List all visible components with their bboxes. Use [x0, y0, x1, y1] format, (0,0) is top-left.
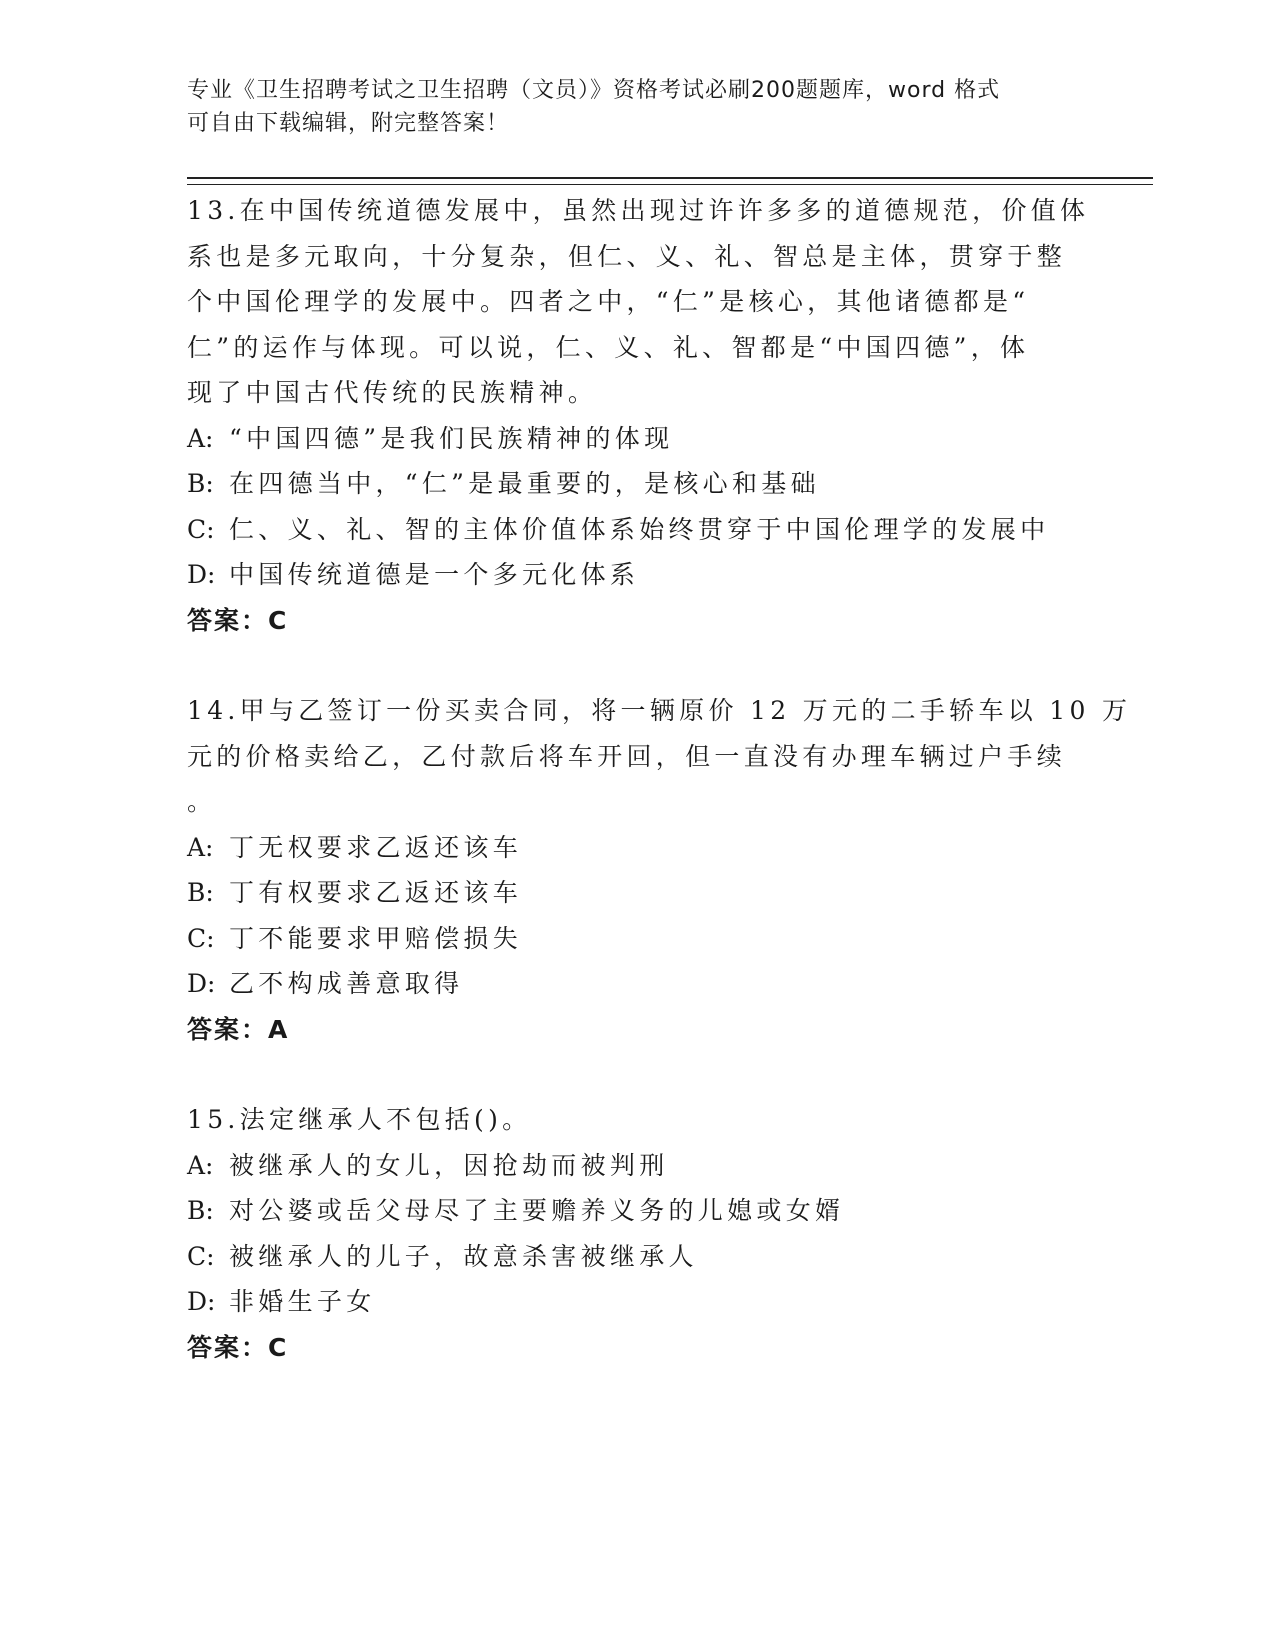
option-key: C:: [187, 1241, 215, 1271]
question-stem-line: 仁”的运作与体现。可以说，仁、义、礼、智都是“中国四德”，体: [187, 332, 1030, 362]
header-title-line-2: 可自由下载编辑，附完整答案！: [187, 111, 510, 136]
question-stem-line: 13.在中国传统道德发展中，虽然出现过许许多多的道德规范，价值体: [187, 196, 1090, 225]
option-key: B:: [187, 878, 214, 907]
option-text: 丁有权要求乙返还该车: [229, 878, 523, 907]
answer-line: 答案：A: [187, 1014, 290, 1044]
question-stem-line: 元的价格卖给乙，乙付款后将车开回，但一直没有办理车辆过户手续: [187, 741, 1067, 771]
question-stem-line: 现了中国古代传统的民族精神。: [187, 378, 598, 407]
option-text: 丁不能要求甲赔偿损失: [229, 923, 523, 953]
option-text: 被继承人的女儿，因抢劫而被判刑: [229, 1150, 669, 1180]
question-list: [187, 188, 1132, 1370]
option-text: 中国传统道德是一个多元化体系: [229, 560, 640, 589]
header-divider: [187, 177, 1153, 185]
question-stem-line: 。: [187, 787, 217, 816]
option-key: D:: [187, 969, 216, 998]
question-stem-line: 15.法定继承人不包括()。: [187, 1105, 532, 1134]
question-stem-line: 系也是多元取向，十分复杂，但仁、义、礼、智总是主体，贯穿于整: [187, 241, 1067, 271]
option-text: 非婚生子女: [229, 1287, 376, 1316]
option-key: A:: [187, 832, 214, 862]
option-text: 对公婆或岳父母尽了主要赡养义务的儿媳或女婿: [229, 1196, 845, 1225]
option-b: [187, 461, 1087, 507]
option-text: 乙不构成善意取得: [229, 969, 464, 998]
option-key: A:: [187, 1150, 214, 1180]
answer-line: 答案：C: [187, 605, 289, 635]
option-key: B:: [187, 1196, 214, 1225]
question-stem-line: 14.甲与乙签订一份买卖合同，将一辆原价 12 万元的二手轿车以 10 万: [187, 696, 1132, 725]
question-14: [187, 688, 1132, 1052]
question-stem-line: 个中国伦理学的发展中。四者之中，“仁”是核心，其他诸德都是“: [187, 287, 1030, 316]
question-13: [187, 188, 1090, 643]
option-d: [187, 552, 1087, 598]
header-title-line-1: 专业《卫生招聘考试之卫生招聘（文员）》资格考试必刷200题题库，word 格式: [187, 78, 1001, 103]
option-key: C:: [187, 923, 215, 953]
option-a: [187, 825, 1087, 871]
option-c: [187, 1234, 1087, 1280]
option-c: [187, 507, 1087, 553]
option-key: D:: [187, 1287, 216, 1316]
option-key: C:: [187, 514, 215, 544]
option-a: [187, 1143, 1087, 1189]
option-a: [187, 416, 1087, 462]
option-b: [187, 1188, 1087, 1234]
option-d: [187, 1279, 1087, 1325]
option-text: “中国四德”是我们民族精神的体现: [229, 423, 674, 453]
option-text: 丁无权要求乙返还该车: [229, 832, 523, 862]
answer-line: 答案：C: [187, 1332, 289, 1362]
option-text: 在四德当中，“仁”是最重要的，是核心和基础: [229, 469, 820, 498]
option-text: 仁、义、礼、智的主体价值体系始终贯穿于中国伦理学的发展中: [229, 514, 1050, 544]
option-key: D:: [187, 560, 216, 589]
option-c: [187, 916, 1087, 962]
option-text: 被继承人的儿子，故意杀害被继承人: [229, 1241, 698, 1271]
option-key: A:: [187, 423, 214, 453]
option-b: [187, 870, 1087, 916]
option-d: [187, 961, 1087, 1007]
question-15: [187, 1097, 1087, 1370]
option-key: B:: [187, 469, 214, 498]
document-header: [187, 74, 1087, 140]
